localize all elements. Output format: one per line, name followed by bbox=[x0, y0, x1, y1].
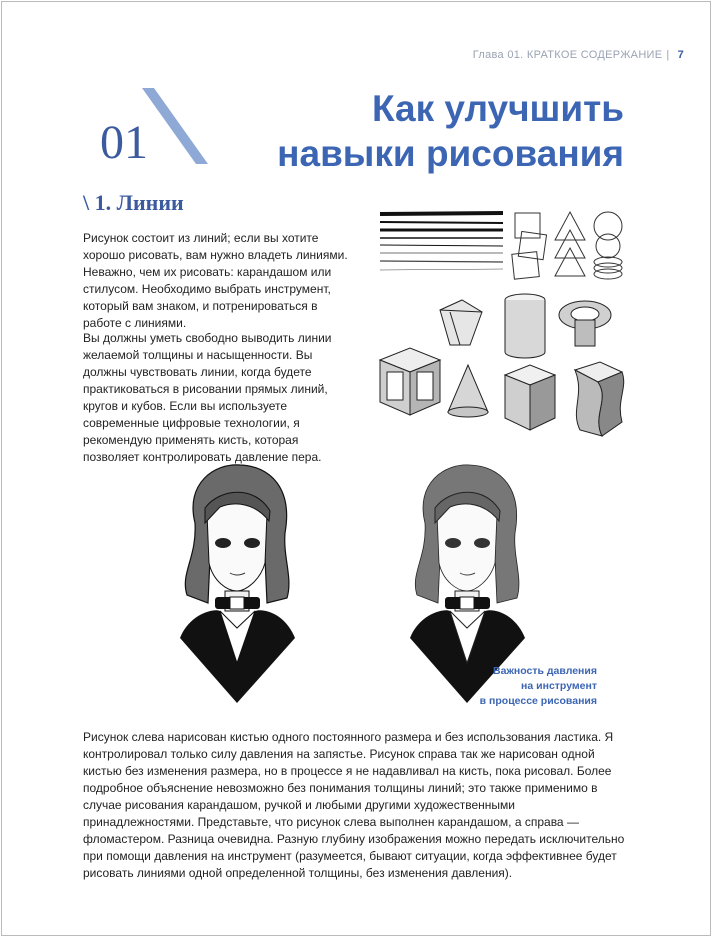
separator: | bbox=[666, 49, 670, 61]
chapter-label: Глава 01. КРАТКОЕ СОДЕРЖАНИЕ bbox=[472, 49, 663, 61]
line-practice-illustration bbox=[378, 208, 508, 278]
chapter-title-line2: навыки рисования bbox=[277, 133, 624, 174]
chapter-number: 01 bbox=[100, 116, 148, 169]
shapes-practice-illustration bbox=[510, 208, 630, 283]
section-heading: \ 1. Линии bbox=[83, 190, 184, 215]
3d-forms-illustration bbox=[370, 290, 632, 445]
paragraph-1: Рисунок состоит из линий; если вы хотите хорошо рисовать, вам нужно владеть линиями. Неважно, чем их рисовать: карандашом или стилусом. Необходимо выбрать инструмент, который вам знаком, и потренироваться в работе с линиями. bbox=[83, 231, 348, 330]
caption-line1: Важность давления bbox=[493, 665, 597, 677]
illustration-caption bbox=[480, 664, 597, 709]
chapter-slash-decoration bbox=[142, 88, 212, 168]
chapter-title-line1: Как улучшить bbox=[371, 88, 624, 129]
portrait-left-illustration bbox=[175, 463, 300, 708]
caption-line3: в процессе рисования bbox=[479, 695, 597, 707]
chapter-title bbox=[277, 86, 624, 176]
caption-line2: на инструмент bbox=[521, 680, 597, 692]
running-head bbox=[473, 49, 684, 61]
paragraph-2: Вы должны уметь свободно выводить линии желаемой толщины и насыщенности. Вы должны чувствовать линии, когда будете практиковаться в рисовании прямых линий, кругов и кубов. Если вы используете современные цифровые технологии, я рекомендую применять кисть, которая позволяет контролировать давление пера. bbox=[83, 331, 332, 464]
paragraph-3: Рисунок слева нарисован кистью одного постоянного размера и без использования ластика. Я контролировал только силу давления на запястье. Рисунок справа так же нарисован одной кистью без изменения размера, но в процессе я не надавливал на кисть, пока рисовал. Более подробное объяснение невозможно без понимания толщины линий; это также применимо в случае рисования карандашом, ручкой и любыми другими художественными принадлежностями. Представьте, что рисунок слева выполнен карандашом, а справа — фломастером. Разница очевидна. Разную глубину изображения можно передать исключительно при помощи давления на инструмент (разумеется, бывают ситуации, когда эффективнее будет рисовать линиями одной определенной толщины, без изменения давления). bbox=[83, 730, 625, 880]
page-number: 7 bbox=[677, 49, 684, 61]
